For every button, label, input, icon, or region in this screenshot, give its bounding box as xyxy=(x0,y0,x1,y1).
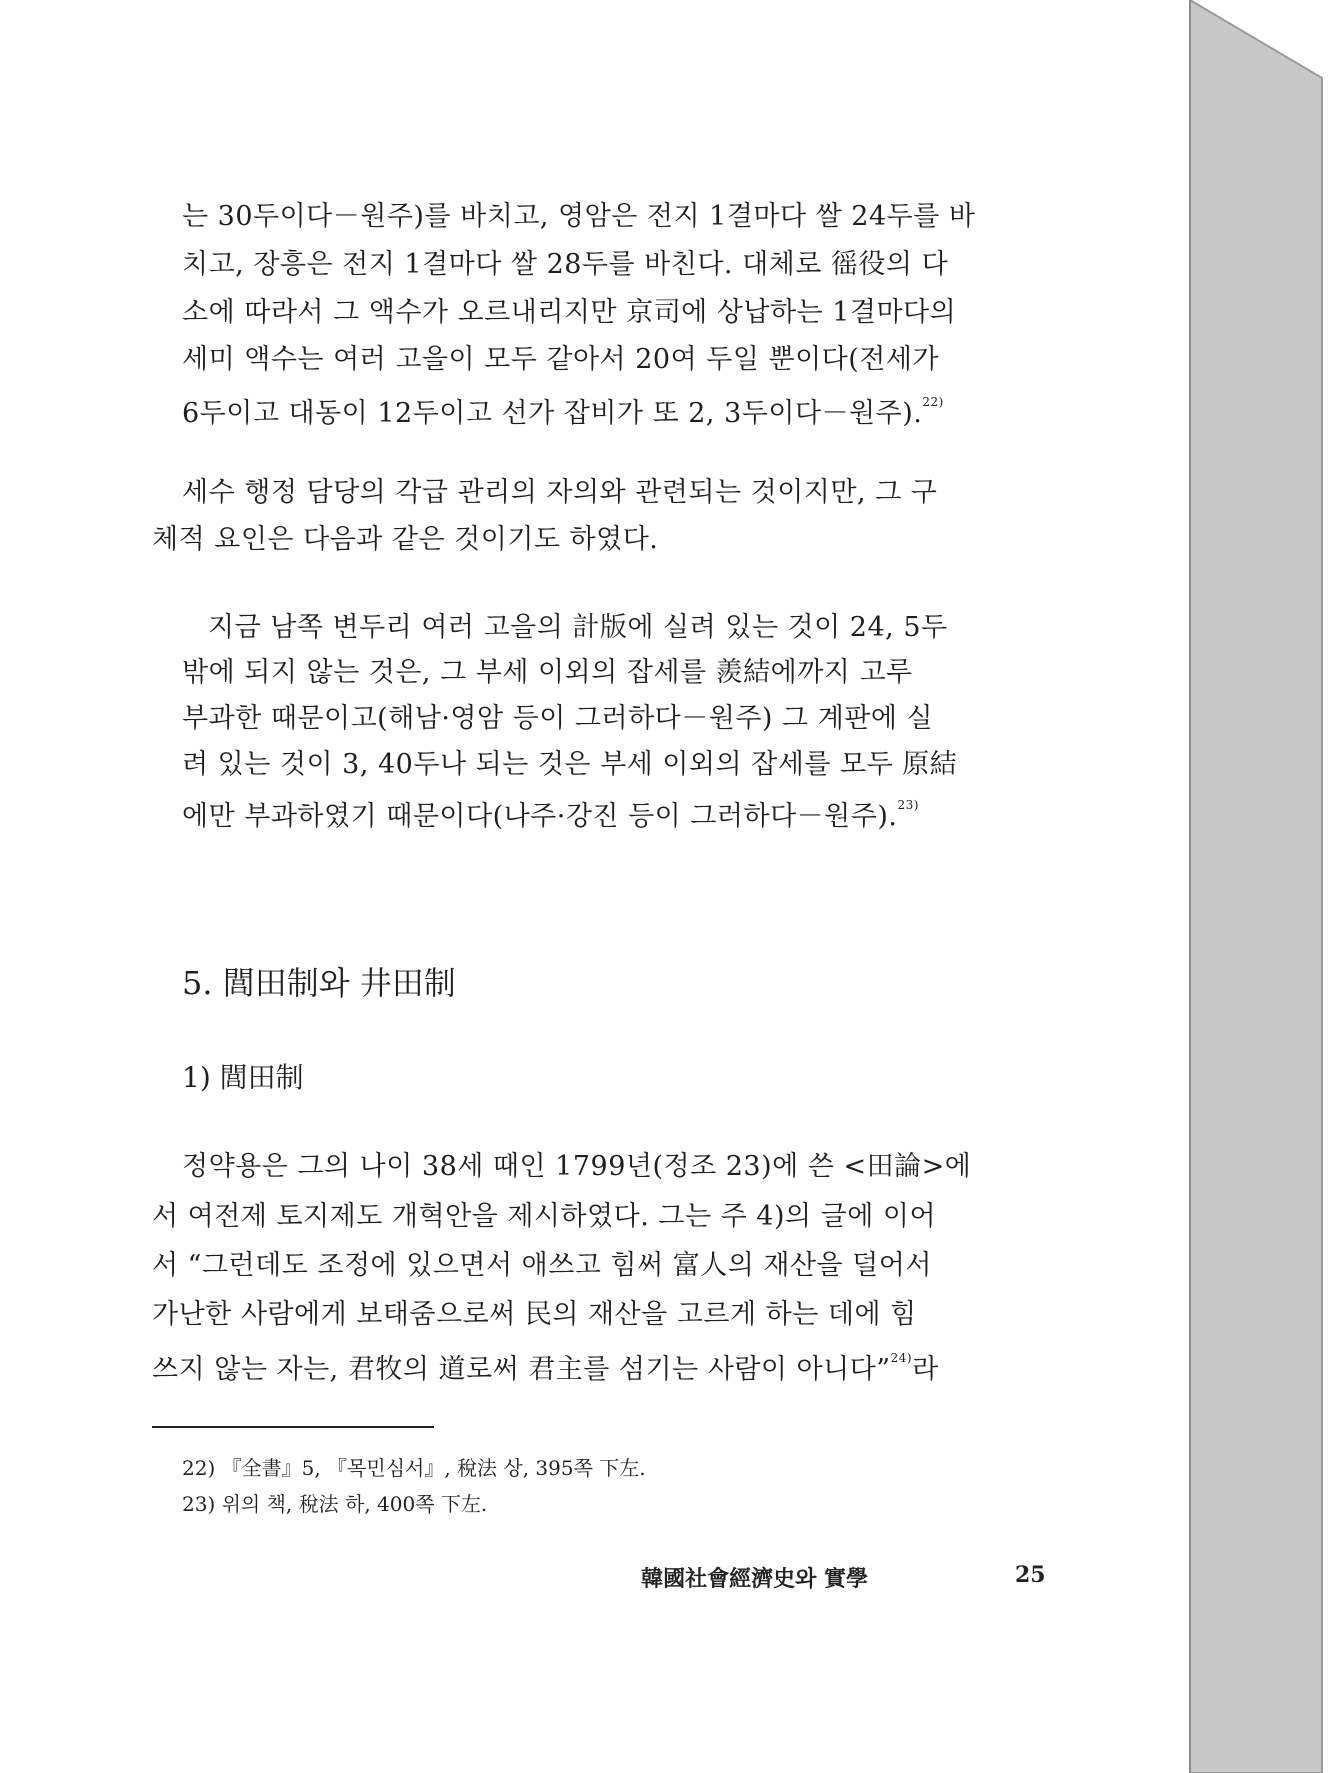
text-line: 세수 행정 담당의 각급 관리의 자의와 관련되는 것이지만, 그 구 xyxy=(182,477,938,508)
text-line: 정약용은 그의 나이 38세 때인 1799년(정조 23)에 쓴 <田論>에 xyxy=(182,1151,972,1182)
text-line-with-note xyxy=(182,391,944,431)
footnote-23: 23) 위의 책, 稅法 하, 400쪽 下左. xyxy=(182,1492,488,1516)
text-line: 치고, 장흥은 전지 1결마다 쌀 28두를 바친다. 대체로 徭役의 다 xyxy=(182,249,949,280)
text-line: 는 30두이다－원주)를 바치고, 영암은 전지 1결마다 쌀 24두를 바 xyxy=(182,201,976,232)
text-line: 에만 부과하였기 때문이다(나주·강진 등이 그러하다－원주). xyxy=(182,801,898,832)
text-fragment: 라 xyxy=(912,1354,939,1385)
section-heading: 5. 閭田制와 井田制 xyxy=(182,964,456,1002)
text-line: 밖에 되지 않는 것은, 그 부세 이외의 잡세를 羨結에까지 고루 xyxy=(182,657,913,688)
text-line: 지금 남쪽 변두리 여러 고을의 計版에 실려 있는 것이 24, 5두 xyxy=(208,612,948,643)
text-line: 6두이고 대동이 12두이고 선가 잡비가 또 2, 3두이다－원주). xyxy=(182,398,923,429)
footnote-ref: 23) xyxy=(897,798,919,812)
subsection-heading: 1) 閭田制 xyxy=(182,1061,304,1094)
footnote-22: 22) 『全書』5, 『목민심서』, 稅法 상, 395쪽 下左. xyxy=(182,1456,646,1480)
text-line: 서 “그런데도 조정에 있으면서 애쓰고 힘써 富人의 재산을 덜어서 xyxy=(152,1250,932,1281)
page-number: 25 xyxy=(1015,1562,1046,1588)
text-line: 소에 따라서 그 액수가 오르내리지만 京司에 상납하는 1결마다의 xyxy=(182,297,957,328)
running-head: 韓國社會經濟史와 實學 xyxy=(641,1566,868,1592)
text-line-with-note xyxy=(152,1347,939,1387)
text-line: 려 있는 것이 3, 40두나 되는 것은 부세 이외의 잡세를 모두 原結 xyxy=(182,749,958,780)
text-line: 서 여전제 토지제도 개혁안을 제시하였다. 그는 주 4)의 글에 이어 xyxy=(152,1201,937,1232)
footnote-ref: 22) xyxy=(922,395,944,409)
text-line: 쓰지 않는 자는, 君牧의 道로써 君主를 섬기는 사람이 아니다” xyxy=(152,1354,891,1385)
text-line: 부과한 때문이고(해남·영암 등이 그러하다－원주) 그 계판에 실 xyxy=(182,703,934,734)
footnote-ref: 24) xyxy=(890,1351,913,1365)
text-line-with-note xyxy=(182,794,919,834)
footnote-divider xyxy=(152,1426,434,1428)
text-line: 가난한 사람에게 보태줌으로써 民의 재산을 고르게 하는 데에 힘 xyxy=(152,1299,917,1330)
text-line: 체적 요인은 다음과 같은 것이기도 하였다. xyxy=(152,524,659,555)
text-line: 세미 액수는 여러 고을이 모두 같아서 20여 두일 뿐이다(전세가 xyxy=(182,344,940,375)
